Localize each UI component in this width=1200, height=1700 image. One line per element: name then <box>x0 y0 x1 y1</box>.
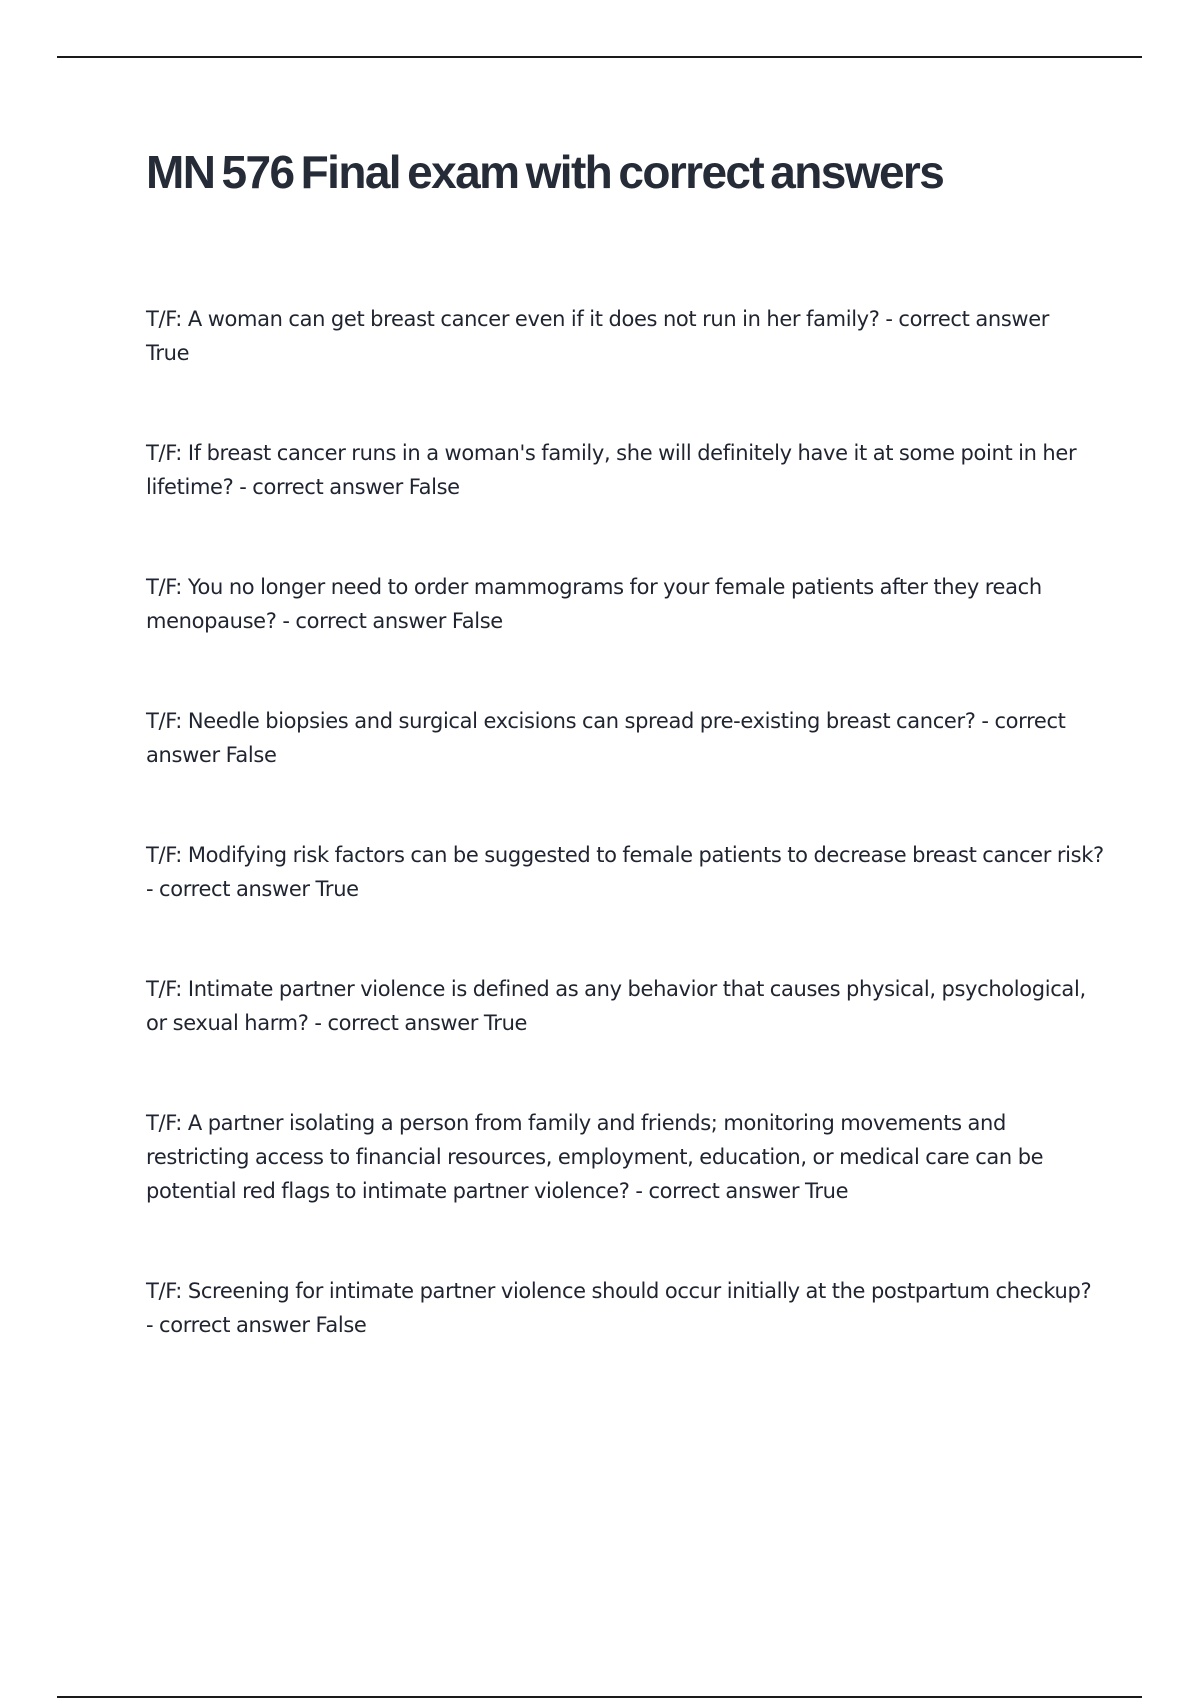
question-line: restricting access to financial resources, employment, education, or medical care can be <box>146 1145 1044 1169</box>
document-title: MN 576 Final exam with correct answers <box>146 146 944 198</box>
question-item <box>146 302 1091 370</box>
bottom-divider <box>57 1696 1142 1698</box>
top-divider <box>57 56 1142 58</box>
question-line: T/F: Screening for intimate partner violence should occur initially at the postpartum checkup? <box>146 1279 1092 1303</box>
question-item <box>146 570 1091 638</box>
question-line: T/F: Modifying risk factors can be suggested to female patients to decrease breast cancer risk? <box>146 843 1104 867</box>
question-line: T/F: Needle biopsies and surgical excisions can spread pre-existing breast cancer? - correct <box>146 709 1066 733</box>
question-item <box>146 436 1091 504</box>
question-line: lifetime? - correct answer False <box>146 475 460 499</box>
question-line: T/F: If breast cancer runs in a woman's family, she will definitely have it at some point in her <box>146 441 1077 465</box>
question-line: - correct answer True <box>146 877 359 901</box>
question-item <box>146 838 1104 906</box>
question-line: answer False <box>146 743 277 767</box>
question-line: or sexual harm? - correct answer True <box>146 1011 528 1035</box>
question-line: True <box>146 341 190 365</box>
question-line: T/F: Intimate partner violence is defined as any behavior that causes physical, psychological, <box>146 977 1086 1001</box>
question-item <box>146 704 1091 772</box>
question-line: T/F: A woman can get breast cancer even if it does not run in her family? - correct answer <box>146 307 1050 331</box>
question-line: T/F: You no longer need to order mammograms for your female patients after they reach <box>146 575 1042 599</box>
question-line: menopause? - correct answer False <box>146 609 503 633</box>
question-line: potential red flags to intimate partner violence? - correct answer True <box>146 1179 849 1203</box>
question-item <box>146 972 1091 1040</box>
question-line: T/F: A partner isolating a person from family and friends; monitoring movements and <box>146 1111 1006 1135</box>
question-item <box>146 1106 1091 1208</box>
question-line: - correct answer False <box>146 1313 367 1337</box>
question-item <box>146 1274 1091 1342</box>
